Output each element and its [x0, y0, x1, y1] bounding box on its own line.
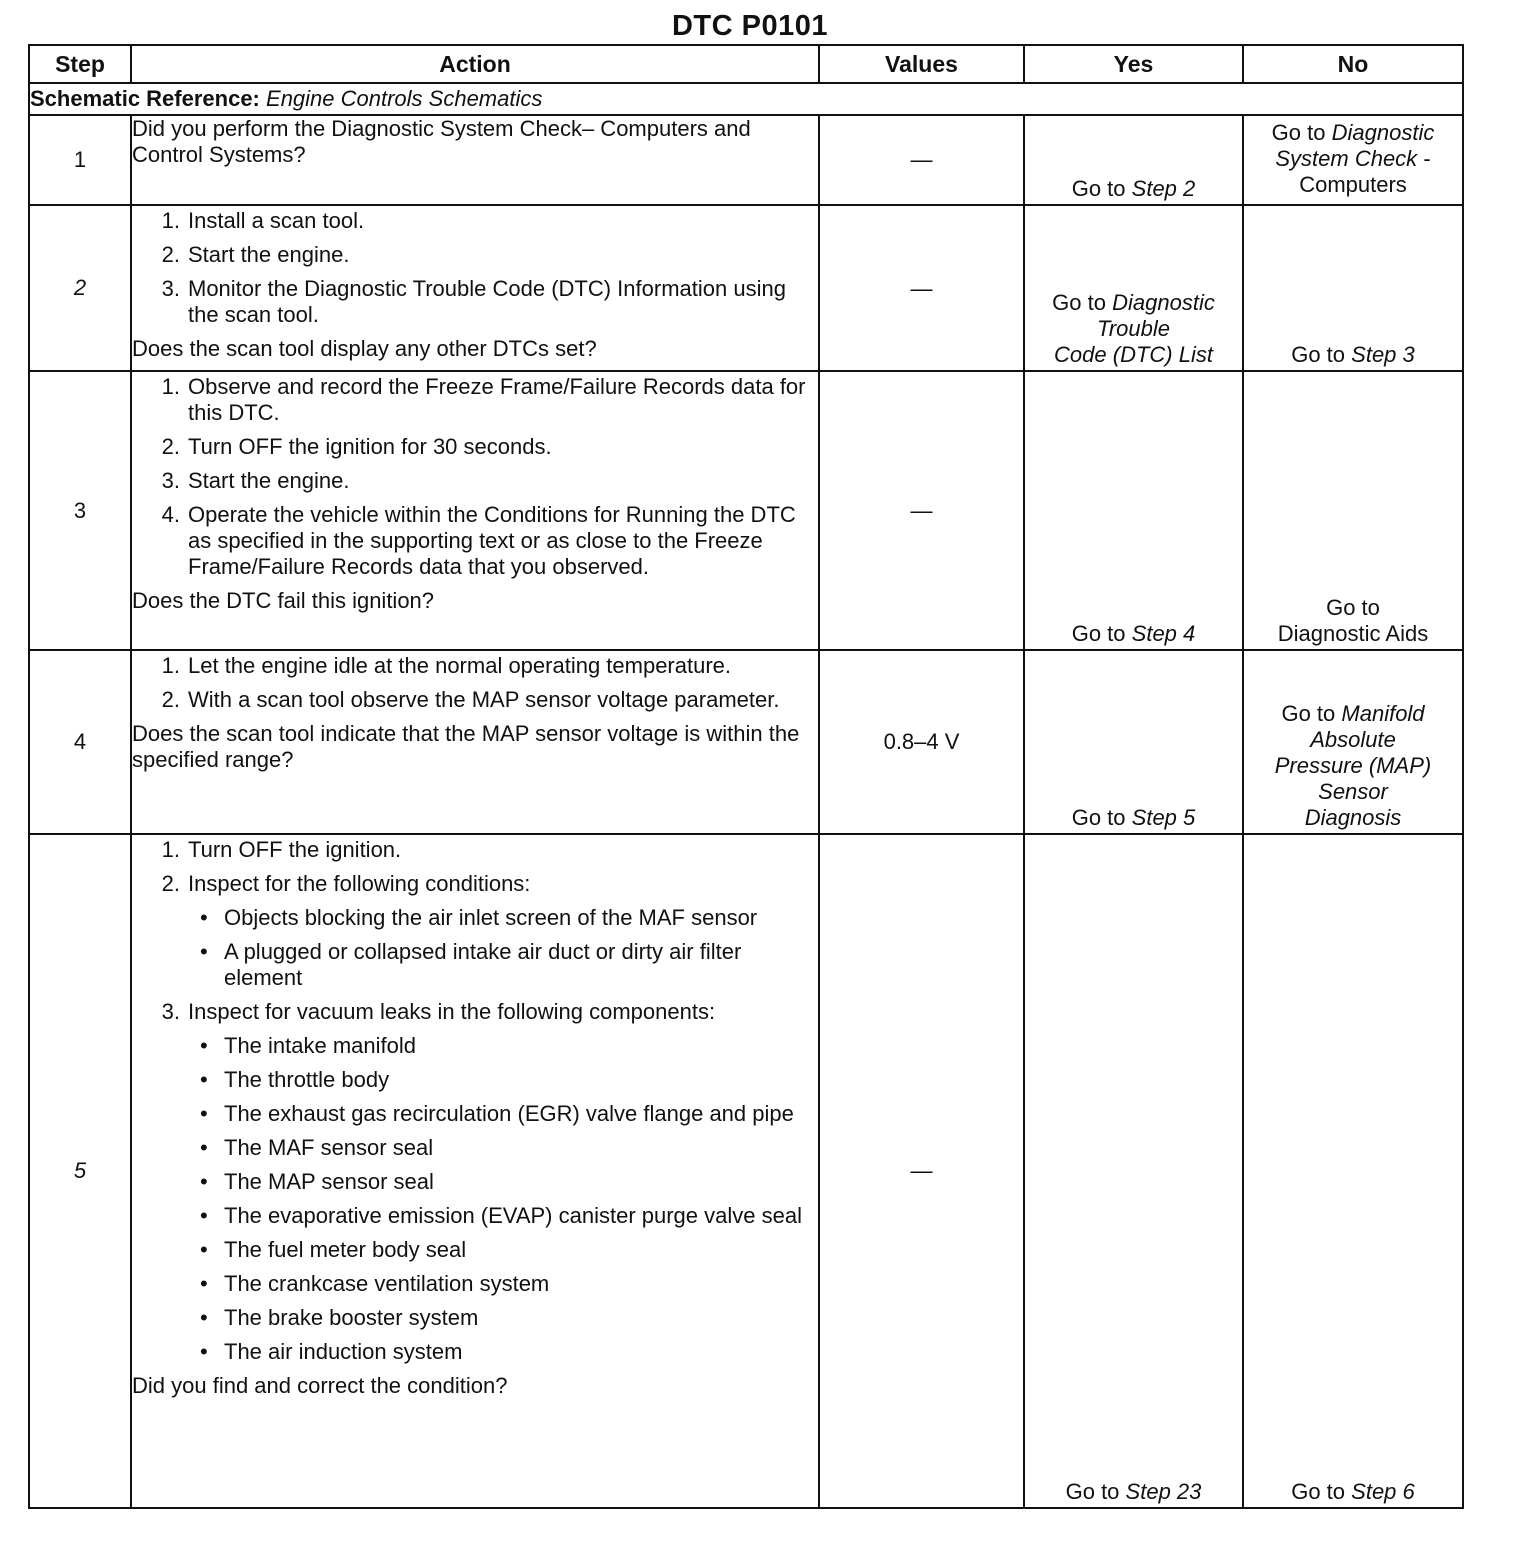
- step-number: 1: [29, 115, 131, 205]
- no-link[interactable]: Go to Step 3: [1291, 342, 1415, 367]
- header-step: Step: [29, 45, 131, 83]
- no-cell: [1243, 371, 1463, 650]
- yes-link[interactable]: Go to Step 5: [1071, 805, 1196, 830]
- step-number: 3: [29, 371, 131, 650]
- value-cell: —: [819, 371, 1024, 650]
- bullet-item: • The fuel meter body seal: [200, 1237, 467, 1262]
- header-values: Values: [819, 45, 1024, 83]
- schematic-reference: [29, 83, 1463, 115]
- list-item: 4. Operate the vehicle within the Conditions for Running the DTC as specified in the supporting text or as close to the Freeze Frame/Failure Records data that you observed.: [161, 502, 796, 579]
- yes-link[interactable]: Go to Step 23: [1065, 1479, 1202, 1504]
- yes-cell: [1024, 371, 1243, 650]
- action-question: Does the DTC fail this ignition?: [132, 588, 435, 613]
- bullet-item: • Objects blocking the air inlet screen of the MAF sensor: [200, 905, 758, 930]
- bullet-item: • The brake booster system: [200, 1305, 479, 1330]
- step-row-2: [29, 205, 1463, 371]
- value-cell: —: [819, 834, 1024, 1508]
- action-cell: [131, 205, 819, 371]
- step-row-3: [29, 371, 1463, 650]
- bullet-item: • The throttle body: [200, 1067, 390, 1092]
- value-cell: —: [819, 205, 1024, 371]
- component-list: [188, 1033, 818, 1365]
- schematic-link[interactable]: Engine Controls Schematics: [266, 86, 543, 111]
- step-row-1: [29, 115, 1463, 205]
- list-item: 2. Inspect for the following conditions: • Objects blocking the air inlet screen of the MAF sensor • A plugged or collapsed intake air duct or dirty air filter element: [132, 871, 818, 991]
- yes-link[interactable]: Go to Diagnostic Trouble Code (DTC) List: [1052, 290, 1215, 367]
- step-row-5: [29, 834, 1463, 1508]
- schematic-row: [29, 83, 1463, 115]
- no-cell: [1243, 115, 1463, 205]
- no-cell: [1243, 205, 1463, 371]
- bullet-item: • The crankcase ventilation system: [200, 1271, 550, 1296]
- no-link[interactable]: Go to Manifold Absolute Pressure (MAP) Sensor Diagnosis: [1274, 701, 1432, 830]
- bullet-item: • The intake manifold: [200, 1033, 416, 1058]
- list-item: 1. Turn OFF the ignition.: [161, 837, 402, 862]
- yes-link[interactable]: Go to Step 2: [1071, 176, 1196, 201]
- action-cell: [131, 115, 819, 205]
- action-steps: [132, 374, 818, 580]
- list-item: 3. Start the engine.: [161, 468, 350, 493]
- list-item: 1. Install a scan tool.: [161, 208, 365, 233]
- yes-cell: [1024, 205, 1243, 371]
- action-steps: [132, 653, 818, 713]
- action-question: Did you find and correct the condition?: [132, 1373, 508, 1398]
- list-item: 2. With a scan tool observe the MAP sensor voltage parameter.: [161, 687, 780, 712]
- condition-list: [188, 905, 818, 991]
- action-cell: [131, 371, 819, 650]
- yes-cell: [1024, 834, 1243, 1508]
- bullet-item: • The MAF sensor seal: [200, 1135, 434, 1160]
- bullet-item: • The MAP sensor seal: [200, 1169, 434, 1194]
- yes-cell: [1024, 650, 1243, 834]
- diagnostic-table: [28, 44, 1464, 1509]
- action-question: Does the scan tool display any other DTCs set?: [132, 336, 597, 361]
- header-action: Action: [131, 45, 819, 83]
- action-steps: [132, 837, 818, 1365]
- no-link[interactable]: Go to Step 6: [1291, 1479, 1415, 1504]
- bullet-item: • The evaporative emission (EVAP) canister purge valve seal: [200, 1203, 802, 1228]
- page-title: DTC P0101: [671, 10, 828, 42]
- header-row: [29, 45, 1463, 83]
- list-item: 2. Start the engine.: [161, 242, 350, 267]
- no-cell: [1243, 650, 1463, 834]
- schematic-label: Schematic Reference:: [30, 86, 260, 111]
- yes-cell: [1024, 115, 1243, 205]
- step-number: 4: [29, 650, 131, 834]
- bullet-item: • A plugged or collapsed intake air duct or dirty air filter element: [200, 939, 742, 990]
- list-item: 2. Turn OFF the ignition for 30 seconds.: [161, 434, 552, 459]
- action-question: Did you perform the Diagnostic System Check– Computers and Control Systems?: [132, 116, 751, 167]
- action-cell: [131, 650, 819, 834]
- list-item: 3. Monitor the Diagnostic Trouble Code (DTC) Information using the scan tool.: [161, 276, 786, 327]
- header-no: No: [1243, 45, 1463, 83]
- value-cell: 0.8–4 V: [819, 650, 1024, 834]
- no-cell: [1243, 834, 1463, 1508]
- list-item: 3. Inspect for vacuum leaks in the following components: • The intake manifold • The throttle body • The exhaust gas recirculation (EGR) valve flange and pipe • The MAF sensor seal • The MAP sensor seal • The evaporative emission (EVAP) canister purge valve seal • The fuel meter body seal • The crankcase ventilation system • The brake booster system • The air induction system: [132, 999, 818, 1365]
- step-row-4: [29, 650, 1463, 834]
- list-item: 1. Observe and record the Freeze Frame/Failure Records data for this DTC.: [161, 374, 806, 425]
- value-cell: —: [819, 115, 1024, 205]
- list-item: 1. Let the engine idle at the normal operating temperature.: [161, 653, 732, 678]
- action-cell: [131, 834, 819, 1508]
- action-steps: [132, 208, 818, 328]
- no-link[interactable]: Go to Diagnostic Aids: [1277, 595, 1429, 646]
- yes-link[interactable]: Go to Step 4: [1071, 621, 1196, 646]
- no-link[interactable]: Go to Diagnostic System Check - Computers: [1271, 120, 1435, 197]
- header-yes: Yes: [1024, 45, 1243, 83]
- bullet-item: • The exhaust gas recirculation (EGR) valve flange and pipe: [200, 1101, 794, 1126]
- action-question: Does the scan tool indicate that the MAP sensor voltage is within the specified range?: [132, 721, 800, 772]
- bullet-item: • The air induction system: [200, 1339, 463, 1364]
- step-number: 2: [29, 205, 131, 371]
- step-number: 5: [29, 834, 131, 1508]
